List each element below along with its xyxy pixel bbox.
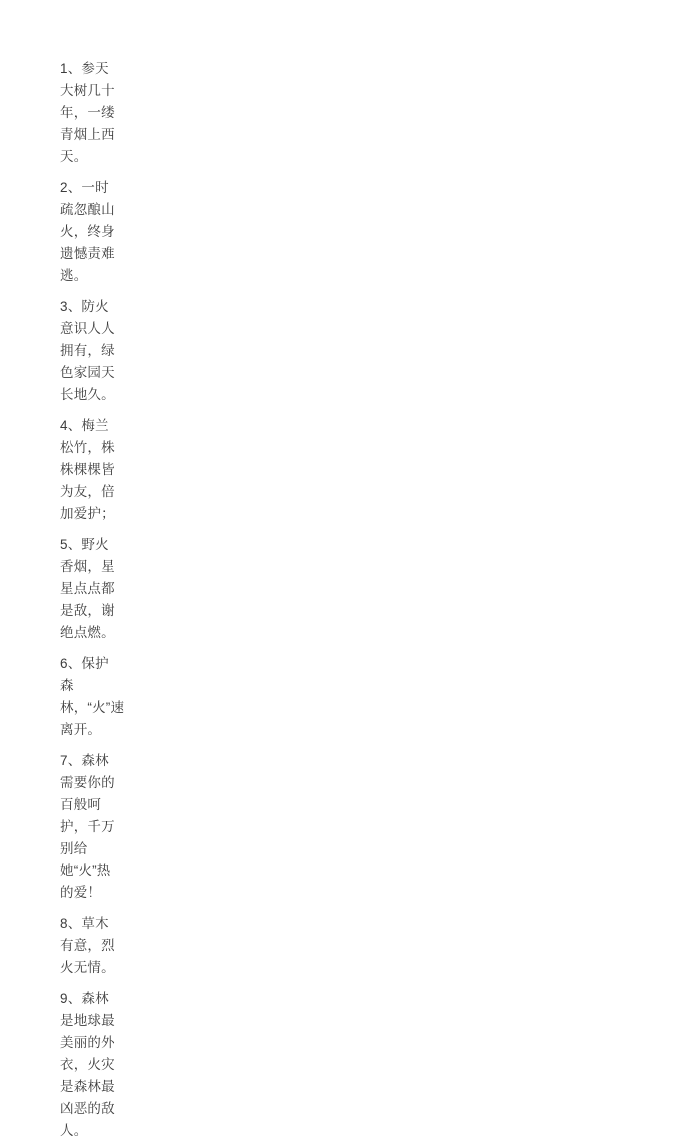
- list-item: 9、森林是地球最美丽的外衣，火灾是森林最凶恶的敌人。: [60, 991, 115, 1138]
- list-item: 2、一时疏忽酿山火，终身遗憾责难逃。: [60, 180, 115, 283]
- list-item: 8、草木有意，烈火无情。: [60, 916, 115, 975]
- list-item: 7、森林需要你的百般呵护，千万别给她“火”热的爱！: [60, 753, 115, 900]
- slogan-list: [60, 58, 125, 1142]
- list-item: 3、防火意识人人拥有，绿色家园天长地久。: [60, 299, 115, 402]
- list-item: 4、梅兰松竹，株株棵棵皆为友，倍加爱护；: [60, 418, 115, 521]
- list-item: 1、参天大树几十年，一缕青烟上西天。: [60, 61, 115, 164]
- list-item: 5、野火香烟，星星点点都是敌，谢绝点燃。: [60, 537, 115, 640]
- list-item: 6、保护森林，“火”速离开。: [60, 656, 125, 737]
